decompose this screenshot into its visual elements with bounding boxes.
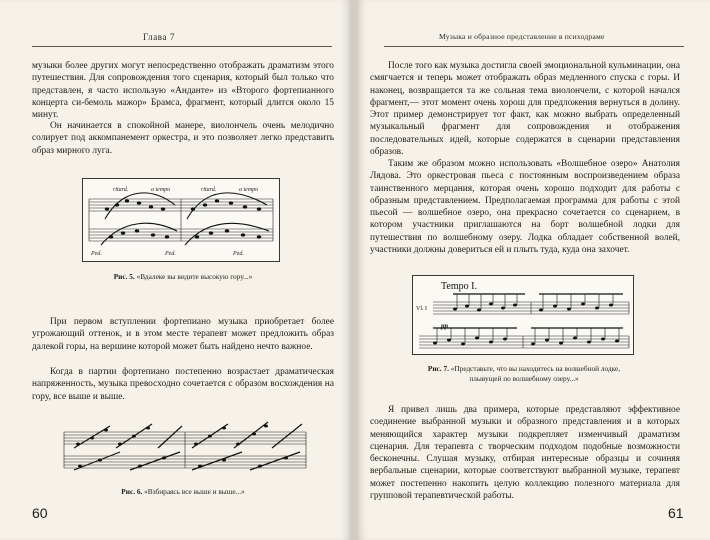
paragraph: После того как музыка достигла своей эмоциональной кульминации, она смягчается и теперь может отображать образ медленного спуска с горы. И наконец, возвращается та же сольная тема виолончели, с которой начался фрагмент,— этот момент очень хорош для предложения вернуться в долину. Этот пример демонстрирует тот факт, как можно выбрать определенный музыкальный фрагмент для сопровождения и отображения последовательных идей, которые содержатся в сценарии представления образов. (370, 61, 680, 158)
score-marking: ritard. (113, 187, 129, 193)
score-marking: a tempo (239, 187, 259, 193)
figure-5-score (82, 178, 280, 262)
running-head: Глава 7 (143, 32, 176, 42)
running-head: Музыка и образное представление в психодраме (439, 32, 605, 41)
music-score-image (60, 418, 310, 476)
caption-text: «Вдалеке вы видите высокую гору...» (136, 272, 253, 281)
caption-label: Рис. 5. (113, 272, 135, 281)
caption-label: Рис. 6. (121, 487, 143, 496)
figure-6-caption (32, 487, 334, 497)
score-marking: ritard. (201, 187, 217, 193)
score-marking: Ped. (165, 251, 176, 257)
figure-7-caption (390, 364, 658, 384)
caption-text: «Представьте, что вы находитесь на волшебной лодке, (450, 364, 621, 373)
caption-label: Рис. 7. (427, 364, 449, 373)
instrument-label: Vl. I (416, 306, 427, 312)
right-page (356, 0, 710, 540)
page-number: 61 (668, 505, 684, 521)
score-marking: Ped. (233, 251, 244, 257)
figure-6-score (60, 418, 310, 476)
figure-5-caption (32, 272, 334, 282)
caption-text: плывущей по волшебному озеру...» (469, 374, 579, 383)
dynamic-marking: pp (441, 322, 448, 330)
score-marking: a tempo (151, 187, 171, 193)
paragraph: Когда в партии фортепиано постепенно возрастает драматическая напряженность, музыка превосходно сочетается с образом восхождения на гору, все выше и выше. (32, 367, 334, 402)
paragraph: музыки более других могут непосредственно отображать драматизм этого путешествия. Для сопровождения того сценария, который был только что представлен, я часто использую «Анданте» из «Второго фортепианного концерта си-бемоль мажор» Брамса, фрагмент, который длится около 15 минут. (32, 61, 334, 121)
music-score-image (413, 276, 633, 354)
paragraph: Я привел лишь два примера, которые представляют эффективное соединение выбранной музыки и образного представления и в которых меняющийся характер музыки подкрепляет изменчивый драматизм сценария. Для терапевта с творческим подходом подобные возможности бесконечны. Слушая музыку, отбирая интересные образцы и сочиняя вербальные сценарии, которые соответствуют выбранной музыке, терапевт может постепенно накопить целую коллекцию полезного материала для групповой терапевтической работы. (370, 405, 680, 502)
left-page (0, 0, 352, 540)
caption-text: «Взбираясь все выше и выше...» (144, 487, 245, 496)
page-number: 60 (32, 505, 48, 521)
music-score-image (83, 179, 279, 261)
score-marking: Ped. (91, 251, 102, 257)
paragraph: При первом вступлении фортепиано музыка приобретает более угрожающий оттенок, и в этом месте терапевт может предложить образ далекой горы, на вершине которой может быть найдено нечто важное. (32, 317, 334, 352)
header-rule (384, 46, 684, 47)
tempo-marking: Tempo I. (441, 281, 477, 292)
figure-7-score (412, 275, 634, 355)
paragraph: Он начинается в спокойной манере, виолончель очень мелодично солирует под аккомпанемент оркестра, и это позволяет легко представить образ мирного луга. (32, 121, 334, 156)
header-rule (32, 46, 332, 47)
paragraph: Таким же образом можно использовать «Волшебное озеро» Анатолия Лядова. Это оркестровая пьеса с постоянным воспроизведением образа таинственного мерцания, которая очень хорошо подходит для работы с образным представлением. Предполагаемая программа для работы с этой пьесой — волшебное озеро, она прекрасно сочетается со сценарием, в котором участники приглашаются на борт волшебной лодки для путешествия по волшебному озеру. Лодка обладает собственной волей, участники должны довериться ей и плыть туда, куда она захочет. (370, 159, 680, 256)
